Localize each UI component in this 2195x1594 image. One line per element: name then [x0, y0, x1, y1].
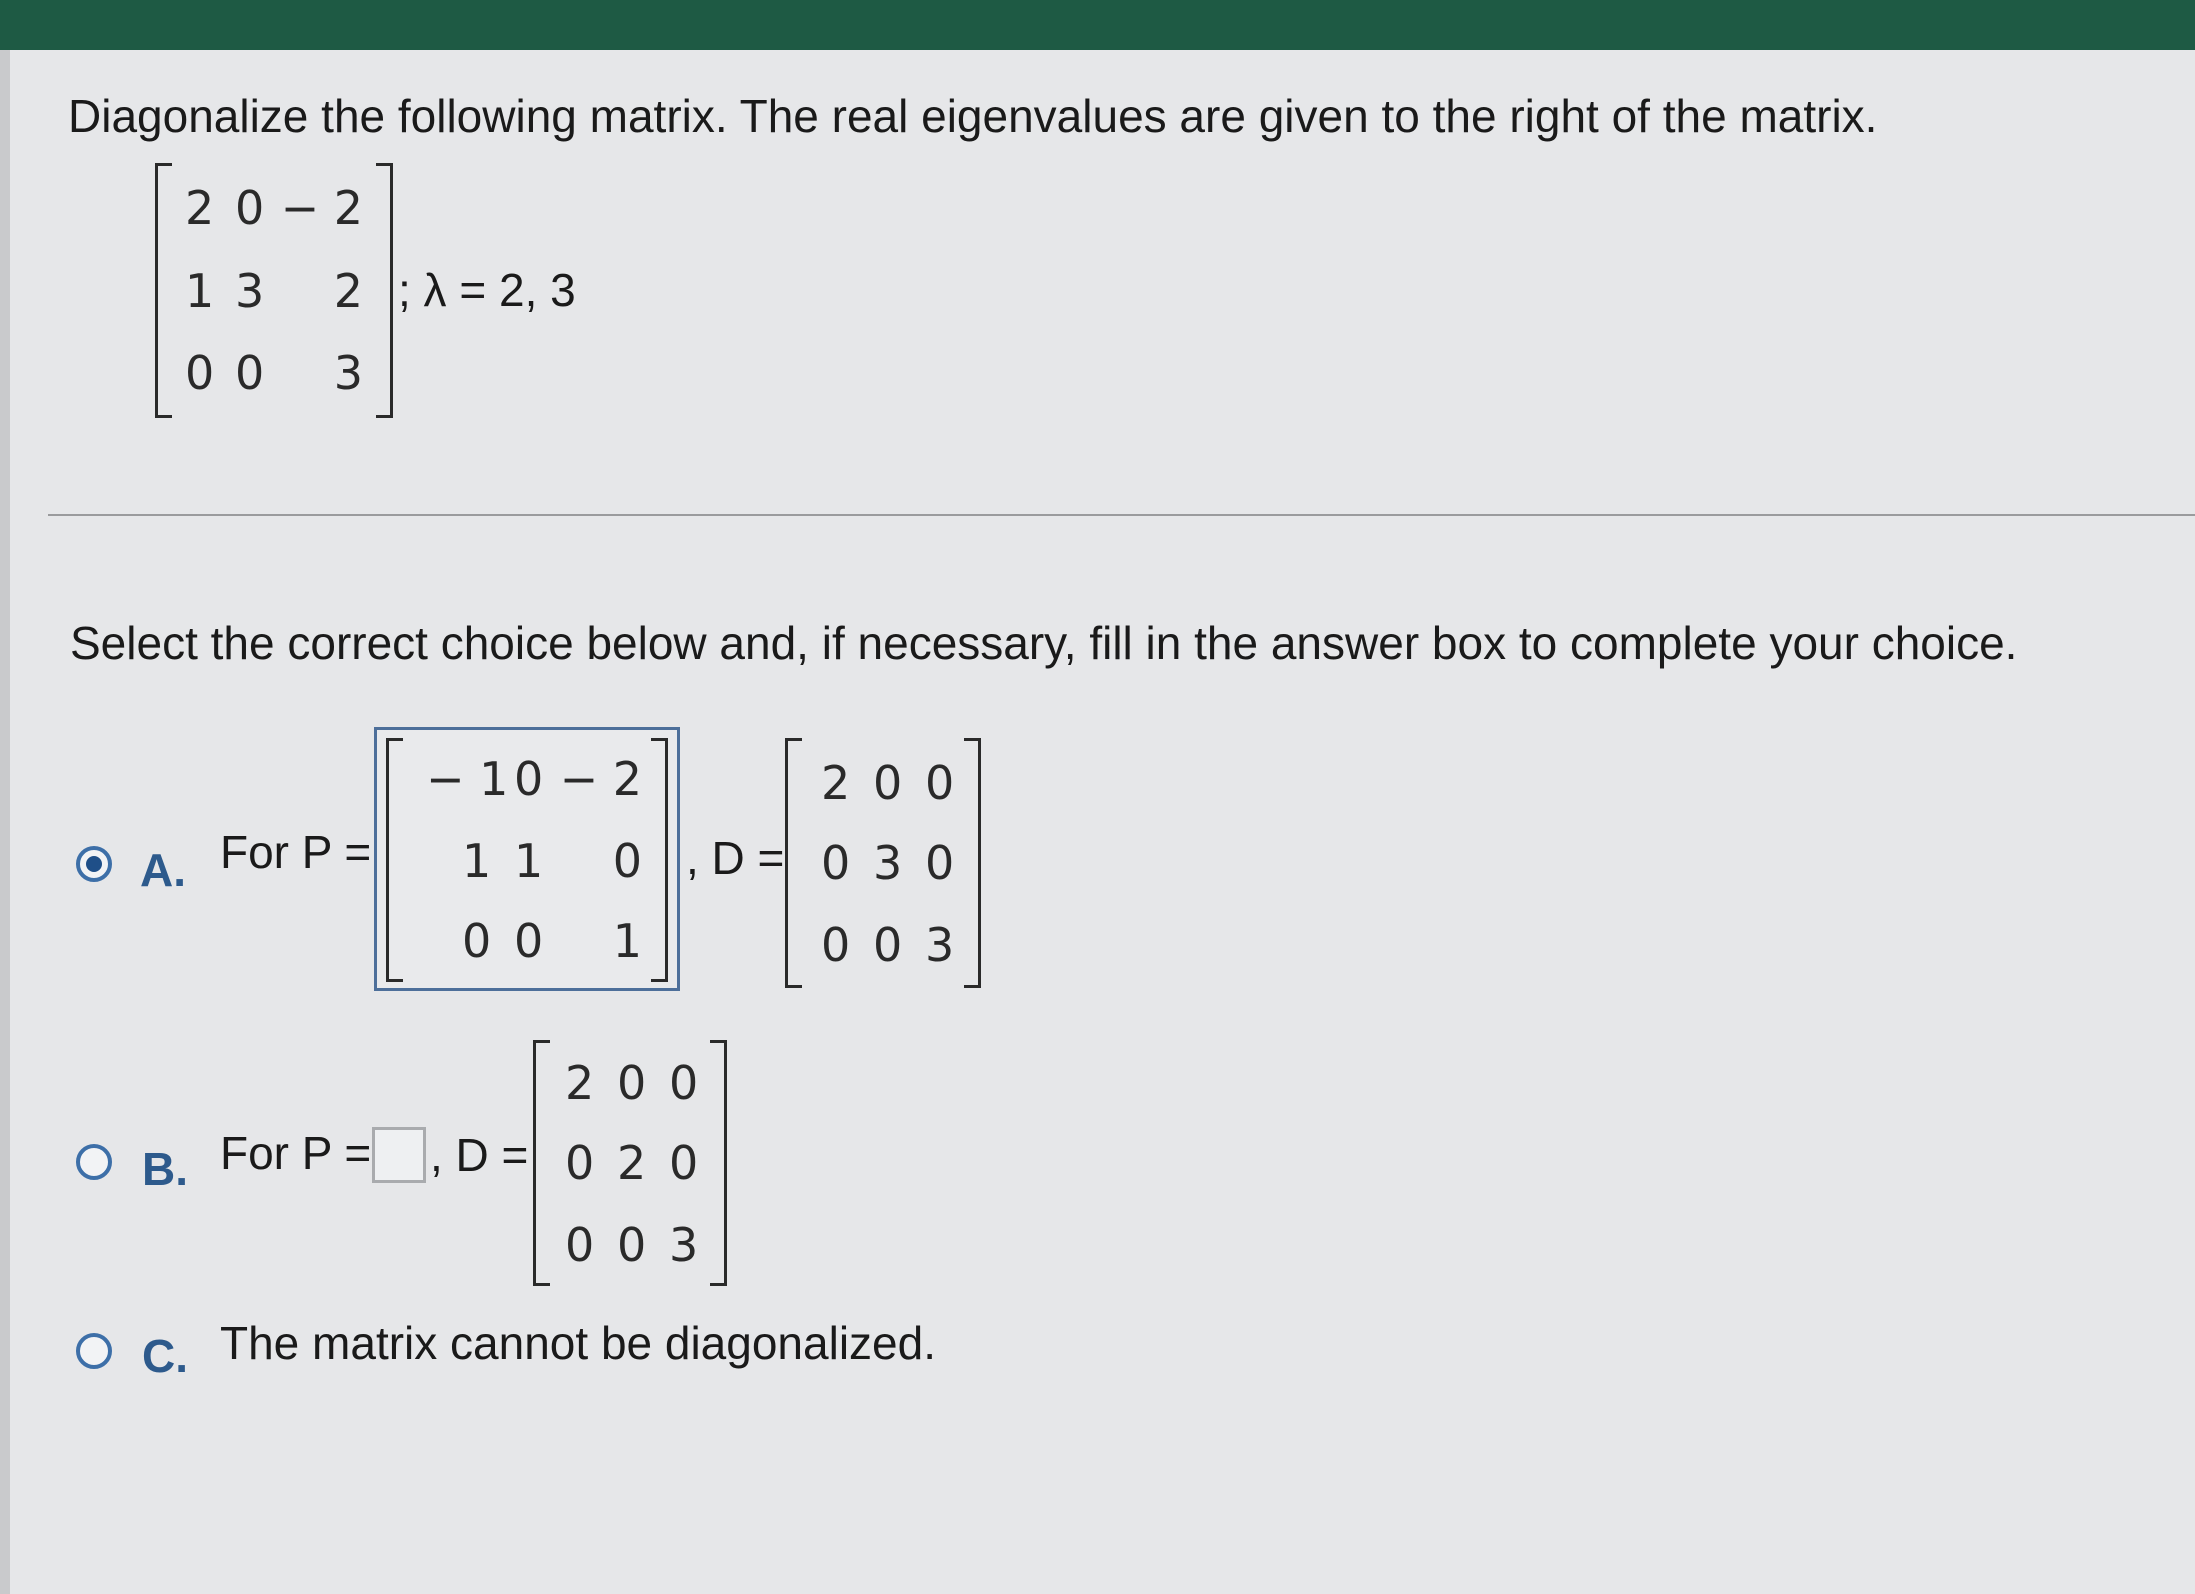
left-edge [0, 50, 10, 1594]
matrix-cell: − 2 [559, 752, 642, 806]
matrix-cell: 0 [462, 914, 492, 968]
answer-box-p-empty[interactable] [372, 1127, 426, 1183]
matrix-cell: 1 [462, 834, 492, 888]
matrix-cell: 2 [333, 264, 363, 318]
matrix-cell: − 1 [426, 752, 509, 806]
matrix-cell: − 2 [280, 181, 363, 235]
matrix-cell: 0 [514, 752, 544, 806]
option-b-for-p: For P = [220, 1127, 372, 1179]
left-bracket [155, 163, 172, 418]
d-matrix-a [785, 738, 981, 988]
matrix-cell: 0 [873, 918, 903, 972]
matrix-cell: 0 [821, 918, 851, 972]
matrix-cell: 3 [333, 346, 363, 400]
option-c-letter: C. [142, 1330, 188, 1382]
matrix-cell: 2 [185, 181, 215, 235]
right-bracket [964, 738, 981, 988]
matrix-cell: 0 [925, 836, 955, 890]
matrix-cell: 0 [235, 181, 265, 235]
matrix-cell: 1 [514, 834, 544, 888]
divider [48, 514, 2195, 516]
matrix-cell: 0 [565, 1136, 595, 1190]
matrix-cell: 0 [617, 1218, 647, 1272]
matrix-cell: 0 [925, 756, 955, 810]
option-b-d-label: , D = [430, 1129, 529, 1181]
matrix-cell: 2 [565, 1056, 595, 1110]
top-bar [0, 0, 2195, 50]
left-bracket [533, 1040, 550, 1286]
matrix-cell: 3 [873, 836, 903, 890]
given-matrix [155, 163, 393, 418]
d-matrix-b [533, 1040, 727, 1286]
matrix-cell: 0 [873, 756, 903, 810]
matrix-cell: 2 [821, 756, 851, 810]
matrix-cell: 0 [185, 346, 215, 400]
option-a-letter: A. [140, 844, 186, 896]
matrix-cell: 0 [669, 1136, 699, 1190]
matrix-cell: 0 [669, 1056, 699, 1110]
option-c-text: The matrix cannot be diagonalized. [220, 1317, 936, 1369]
matrix-cell: 1 [612, 914, 642, 968]
option-a-for-p: For P = [220, 826, 372, 878]
left-bracket [785, 738, 802, 988]
eigenvalues-label: ; λ = 2, 3 [398, 264, 576, 316]
matrix-cell: 0 [514, 914, 544, 968]
option-a-radio[interactable] [76, 846, 112, 882]
matrix-cell: 2 [617, 1136, 647, 1190]
matrix-cell: 1 [185, 264, 215, 318]
matrix-cell: 3 [925, 918, 955, 972]
matrix-cell: 0 [612, 834, 642, 888]
matrix-cell: 0 [821, 836, 851, 890]
matrix-cell: 0 [617, 1056, 647, 1110]
option-b-letter: B. [142, 1143, 188, 1195]
right-bracket [710, 1040, 727, 1286]
instruction-text: Select the correct choice below and, if necessary, fill in the answer box to complete your choice. [70, 617, 2018, 669]
right-bracket [651, 738, 668, 982]
option-b-radio[interactable] [76, 1144, 112, 1180]
matrix-cell: 3 [235, 264, 265, 318]
option-c-radio[interactable] [76, 1333, 112, 1369]
question-text: Diagonalize the following matrix. The real eigenvalues are given to the right of the matrix. [68, 90, 1878, 142]
matrix-cell: 0 [565, 1218, 595, 1272]
right-bracket [376, 163, 393, 418]
p-matrix-a [386, 738, 668, 982]
matrix-cell: 3 [669, 1218, 699, 1272]
matrix-cell: 0 [235, 346, 265, 400]
left-bracket [386, 738, 403, 982]
option-a-d-label: , D = [686, 832, 785, 884]
